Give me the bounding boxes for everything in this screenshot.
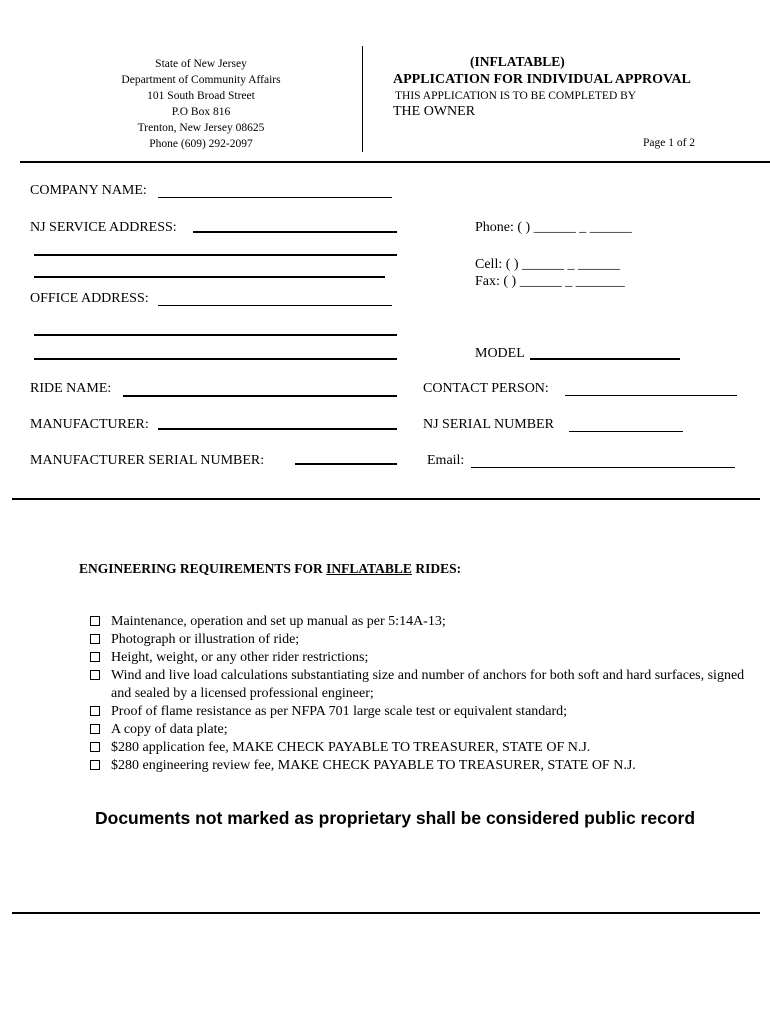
company-name-label: COMPANY NAME:	[30, 183, 147, 198]
form-main-title: APPLICATION FOR INDIVIDUAL APPROVAL	[393, 72, 691, 87]
checkbox[interactable]	[90, 760, 100, 770]
checkbox[interactable]	[90, 634, 100, 644]
requirement-text: A copy of data plate;	[111, 722, 228, 737]
section-rule	[12, 498, 760, 500]
manufacturer-label: MANUFACTURER:	[30, 417, 149, 432]
contact-person-field[interactable]	[565, 395, 737, 396]
requirement-text: Maintenance, operation and set up manual as per 5:14A-13;	[111, 614, 446, 629]
company-name-field[interactable]	[158, 197, 392, 198]
list-item	[90, 667, 760, 703]
requirement-text: Photograph or illustration of ride;	[111, 632, 300, 647]
agency-po-box: P.O Box 816	[171, 106, 231, 118]
requirement-text: $280 application fee, MAKE CHECK PAYABLE TO TREASURER, STATE OF N.J.	[111, 740, 591, 755]
header-rule	[20, 161, 770, 163]
list-item	[90, 757, 760, 775]
list-item	[90, 613, 760, 631]
requirement-text: Height, weight, or any other rider restrictions;	[111, 650, 369, 665]
agency-department: Department of Community Affairs	[121, 74, 281, 86]
agency-city: Trenton, New Jersey 08625	[137, 122, 265, 134]
office-address-field-2[interactable]	[34, 334, 397, 336]
form-type-title: (INFLATABLE)	[470, 54, 565, 69]
contact-person-label: CONTACT PERSON:	[423, 381, 549, 396]
model-field[interactable]	[530, 358, 680, 360]
email-field[interactable]	[471, 467, 735, 468]
requirement-text: $280 engineering review fee, MAKE CHECK PAYABLE TO TREASURER, STATE OF N.J.	[111, 758, 636, 773]
nj-service-address-field-2[interactable]	[34, 254, 397, 256]
engineering-title-suffix: RIDES:	[411, 561, 462, 576]
nj-serial-number-field[interactable]	[569, 431, 683, 432]
email-label: Email:	[427, 453, 465, 468]
nj-service-address-label: NJ SERVICE ADDRESS:	[30, 220, 177, 235]
cell-field[interactable]: Cell: ( ) ______ _ ______	[475, 257, 621, 272]
public-record-notice: Documents not marked as proprietary shall be considered public record	[95, 808, 696, 828]
agency-address-block	[96, 56, 306, 152]
manufacturer-field[interactable]	[158, 428, 397, 430]
agency-phone: Phone (609) 292-2097	[149, 138, 253, 150]
list-item	[90, 703, 760, 721]
checkbox[interactable]	[90, 742, 100, 752]
checkbox[interactable]	[90, 616, 100, 626]
footer-rule	[12, 912, 760, 914]
nj-serial-number-label: NJ SERIAL NUMBER	[423, 417, 554, 432]
checkbox[interactable]	[90, 670, 100, 680]
manufacturer-serial-field[interactable]	[295, 463, 397, 465]
requirement-text: Proof of flame resistance as per NFPA 701 large scale test or equivalent standard;	[111, 704, 568, 719]
phone-field[interactable]: Phone: ( ) ______ _ ______	[475, 220, 632, 235]
agency-state: State of New Jersey	[155, 58, 247, 70]
office-address-field-1[interactable]	[158, 305, 392, 306]
engineering-requirements-title	[79, 561, 461, 577]
nj-service-address-field-1[interactable]	[193, 231, 397, 233]
header-divider	[362, 46, 363, 152]
checkbox[interactable]	[90, 724, 100, 734]
form-instruction: THIS APPLICATION IS TO BE COMPLETED BY	[395, 90, 637, 102]
engineering-title-prefix: ENGINEERING REQUIREMENTS FOR	[79, 561, 327, 576]
fax-field[interactable]: Fax: ( ) ______ _ _______	[475, 274, 625, 289]
list-item	[90, 739, 760, 757]
list-item	[90, 631, 760, 649]
agency-street: 101 South Broad Street	[147, 90, 255, 102]
office-address-label: OFFICE ADDRESS:	[30, 291, 149, 306]
office-address-field-3[interactable]	[34, 358, 397, 360]
list-item	[90, 649, 760, 667]
form-instruction-owner: THE OWNER	[393, 104, 476, 119]
ride-name-field[interactable]	[123, 395, 397, 397]
page-number: Page 1 of 2	[643, 137, 696, 149]
nj-service-address-field-3[interactable]	[34, 276, 385, 278]
list-item	[90, 721, 760, 739]
checkbox[interactable]	[90, 652, 100, 662]
requirement-text: Wind and live load calculations substantiating size and number of anchors for both soft and hard surfaces, signed and sealed by a licensed professional engineer;	[111, 668, 745, 701]
ride-name-label: RIDE NAME:	[30, 381, 112, 396]
engineering-title-underlined: INFLATABLE	[326, 561, 412, 576]
manufacturer-serial-label: MANUFACTURER SERIAL NUMBER:	[30, 453, 265, 468]
requirements-list	[90, 613, 760, 775]
checkbox[interactable]	[90, 706, 100, 716]
model-label: MODEL	[475, 346, 525, 361]
